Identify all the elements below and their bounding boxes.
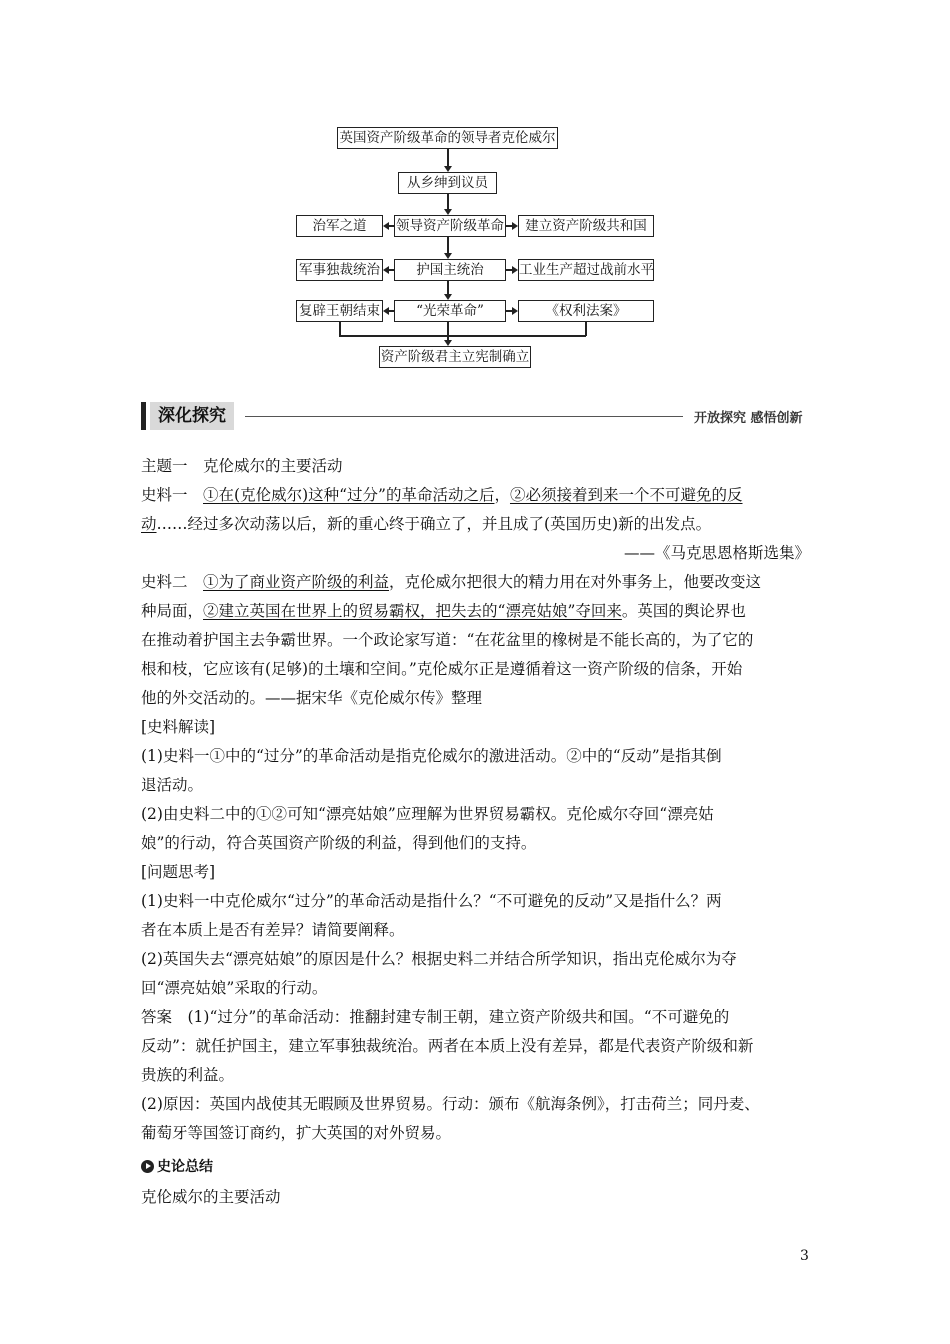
source1-line1 (141, 484, 821, 506)
source2-l2b: 。英国的舆论界也 (621, 602, 746, 620)
summary-heading (141, 1156, 213, 1176)
flow-row2-left-box: 治军之道 (296, 215, 383, 237)
question-1a: (1)史料一中克伦威尔“过分”的革命活动是指什么？“不可避免的反动”又是指什么？两 (141, 892, 722, 910)
flow-row3-center-box: 护国主统治 (394, 259, 506, 281)
answer-1c: 贵族的利益。 (141, 1066, 235, 1084)
flow-arrow (512, 222, 518, 230)
source2-line1 (141, 571, 821, 593)
flow-bottom-box: 资产阶级君主立宪制确立 (379, 346, 531, 368)
source2-line4: 根和枝，它应该有(足够)的土壤和空间。”克伦威尔正是遵循着这一资产阶级的信条，开始 (141, 660, 743, 678)
section-marker (141, 402, 146, 430)
flow-arrow (383, 266, 389, 274)
source2-line3: 在推动着护国主去争霸世界。一个政论家写道：“在花盆里的橡树是不能长高的，为了它的 (141, 631, 754, 649)
question-heading: [问题思考] (141, 863, 216, 881)
source2-underline-1: ①为了商业资产阶级的利益 (203, 573, 390, 591)
flow-arrow (383, 222, 389, 230)
flow-row4-right-box: 《权利法案》 (518, 300, 654, 322)
source1-underline-3: 动 (141, 515, 157, 533)
section-title: 深化探究 (150, 402, 234, 430)
flow-arrow (512, 307, 518, 315)
source1-underline-1: ①在(克伦威尔)这种“过分”的革命活动之后 (203, 486, 495, 504)
section-tagline: 开放探究 感悟创新 (694, 411, 803, 426)
interpretation-1b: 退活动。 (141, 776, 204, 794)
flow-row2-center-box: 领导资产阶级革命 (394, 215, 506, 237)
answer-1a: 答案 (1)“过分”的革命活动：推翻封建专制王朝，建立资产阶级共和国。“不可避免的 (141, 1008, 730, 1026)
answer-1b: 反动”：就任护国主，建立军事独裁统治。两者在本质上没有差异，都是代表资产阶级和新 (141, 1037, 754, 1055)
source1-line2 (141, 513, 821, 535)
summary-heading-text: 史论总结 (157, 1159, 213, 1175)
flow-row3-left-box: 军事独裁统治 (296, 259, 383, 281)
source2-rest1: ，克伦威尔把很大的精力用在对外事务上，他要改变这 (389, 573, 762, 591)
source1-rest: ……经过多次动荡以后，新的重心终于确立了，并且成了(英国历史)新的出发点。 (156, 515, 712, 533)
answer-2a: (2)原因：英国内战使其无暇顾及世界贸易。行动：颁布《航海条例》，打击荷兰；同丹麦、 (141, 1095, 760, 1113)
source1-label: 史料一 (141, 486, 204, 504)
flow-arrow (383, 307, 389, 315)
question-2b: 回“漂亮姑娘”采取的行动。 (141, 979, 328, 997)
answer-2b: 葡萄牙等国签订商约，扩大英国的对外贸易。 (141, 1124, 452, 1142)
interpretation-1a: (1)史料一①中的“过分”的革命活动是指克伦威尔的激进活动。②中的“反动”是指其倒 (141, 747, 722, 765)
source1-comma: ， (494, 486, 510, 504)
interpretation-heading: [史料解读] (141, 718, 216, 736)
flow-connector (339, 335, 586, 337)
source2-l2a: 种局面， (141, 602, 204, 620)
question-1b: 者在本质上是否有差异？请简要阐释。 (141, 921, 405, 939)
page-number: 3 (800, 1248, 809, 1264)
summary-text: 克伦威尔的主要活动 (141, 1188, 281, 1206)
flow-row2-right-box: 建立资产阶级共和国 (518, 215, 654, 237)
flow-root-box: 英国资产阶级革命的领导者克伦威尔 (337, 127, 558, 149)
flow-connector (447, 322, 449, 342)
source1-citation: ——《马克思恩格斯选集》 (623, 544, 810, 562)
interpretation-2a: (2)由史料二中的①②可知“漂亮姑娘”应理解为世界贸易霸权。克伦威尔夺回“漂亮姑 (141, 805, 714, 823)
question-2a: (2)英国失去“漂亮姑娘”的原因是什么？根据史料二并结合所学知识，指出克伦威尔为夺 (141, 950, 737, 968)
flow-connector (585, 322, 587, 336)
flow-step-box: 从乡绅到议员 (398, 172, 497, 194)
section-divider (245, 416, 683, 417)
source2-label: 史料二 (141, 573, 204, 591)
flow-arrow (512, 266, 518, 274)
source2-underline-2: ②建立英国在世界上的贸易霸权，把失去的“漂亮姑娘”夺回来 (203, 602, 622, 620)
flow-row3-right-box: 工业生产超过战前水平 (518, 259, 654, 281)
play-circle-icon (141, 1160, 154, 1173)
source2-line2 (141, 600, 821, 622)
flow-row4-center-box: “光荣革命” (394, 300, 506, 322)
interpretation-2b: 娘”的行动，符合英国资产阶级的利益，得到他们的支持。 (141, 834, 537, 852)
flow-connector (339, 322, 341, 336)
source2-line5: 他的外交活动的。——据宋华《克伦威尔传》整理 (141, 689, 483, 707)
source1-underline-2: ②必须接着到来一个不可避免的反 (509, 486, 743, 504)
flow-row4-left-box: 复辟王朝结束 (296, 300, 383, 322)
theme-heading: 主题一 克伦威尔的主要活动 (141, 457, 343, 475)
